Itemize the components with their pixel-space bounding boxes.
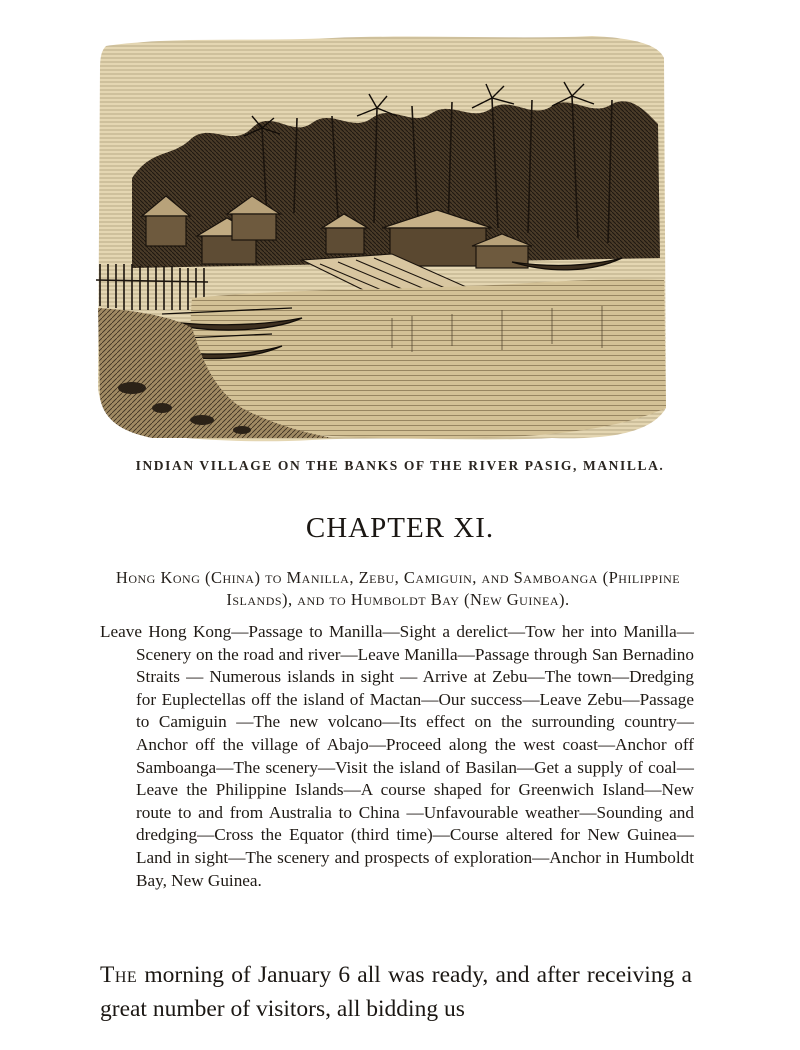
village-engraving-illustration bbox=[92, 28, 670, 448]
chapter-subtitle: Hong Kong (China) to Manilla, Zebu, Camiguin, and Samboanga (Philippine Islands), and to Humboldt Bay (New Guinea). bbox=[115, 568, 681, 609]
chapter-summary bbox=[100, 621, 694, 892]
illustration-caption: INDIAN VILLAGE ON THE BANKS OF THE RIVER PASIG, MANILLA. bbox=[135, 458, 665, 473]
chapter-summary-text: Leave Hong Kong—Passage to Manilla—Sight a derelict—Tow her into Manilla—Scenery on the road and river—Leave Manilla—Passage through San Bernadino Straits — Numerous islands in sight — Arrive at Zebu—The town—Dredging for Euplectellas off the island of Mactan—Our success—Leave Zebu—Passage to Camiguin —The new volcano—Its effect on the surrounding country—Anchor off the village of Abajo—Proceed along the west coast—Anchor off Samboanga—The scenery—Visit the island of Basilan—Get a supply of coal—Leave the Philippine Islands—A course shaped for Greenwich Island—New route to and from Australia to China —Unfavourable weather—Sounding and dredging—Cross the Equator (third time)—Course altered for New Guinea—Land in sight—The scenery and prospects of exploration—Anchor in Humboldt Bay, New Guinea. bbox=[100, 622, 694, 890]
chapter-title: CHAPTER XI. bbox=[305, 512, 495, 544]
body-text: morning of January 6 all was ready, and after receiving a great number of visitors, all bidding us bbox=[100, 962, 692, 1022]
paragraph-dropcap: The bbox=[100, 962, 138, 988]
body-paragraph-text bbox=[100, 958, 692, 1026]
engraving-village-river-icon bbox=[92, 28, 670, 448]
body-paragraph bbox=[100, 958, 692, 1026]
